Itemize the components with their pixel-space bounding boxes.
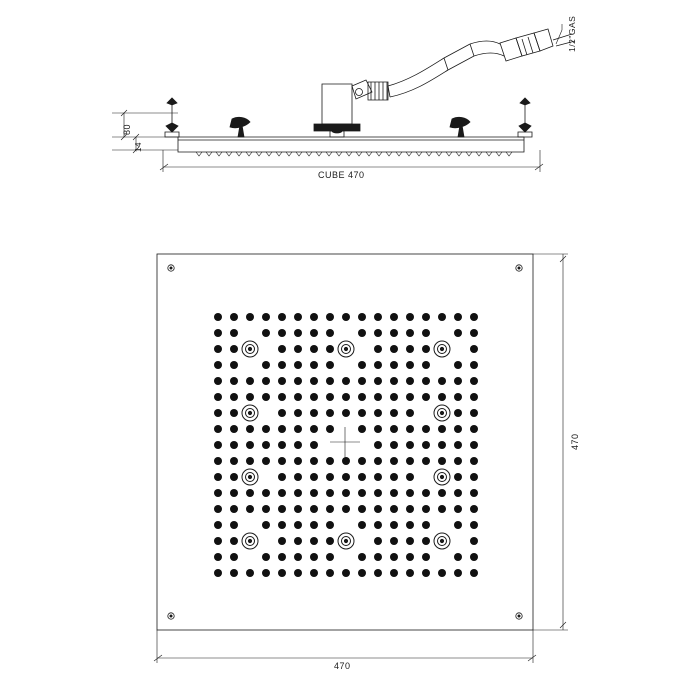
side-jet-right [450,117,470,137]
dimension-label-thickness-14: 14 [134,142,143,152]
inlet-thread-label: 1/2"GAS [567,15,577,52]
model-label-cube-470: CUBE 470 [318,170,365,180]
plan-view-group [154,254,568,663]
side-nozzle-teeth [196,152,512,156]
plan-bottom-dimension [154,630,536,663]
inlet-label-leader [556,24,562,44]
plan-ring-jets [242,341,450,549]
side-central-column [314,84,360,137]
side-bracket-right [518,98,532,137]
side-bracket-left [165,98,179,137]
plan-right-dimension [533,254,568,630]
side-swivel-joint [352,80,388,100]
dimension-label-plan-width: 470 [334,661,351,671]
side-inlet-fitting [500,29,575,61]
plan-centre-marks [330,427,360,457]
side-view-group [112,24,575,172]
dimension-label-plan-height: 470 [570,433,580,450]
side-width-dimension [160,150,543,172]
side-jet-left [230,117,250,137]
plan-nozzle-grid [214,313,478,577]
side-plate-body [178,137,524,152]
side-curved-arm [388,41,504,97]
dimension-label-height-80: 80 [122,123,132,135]
